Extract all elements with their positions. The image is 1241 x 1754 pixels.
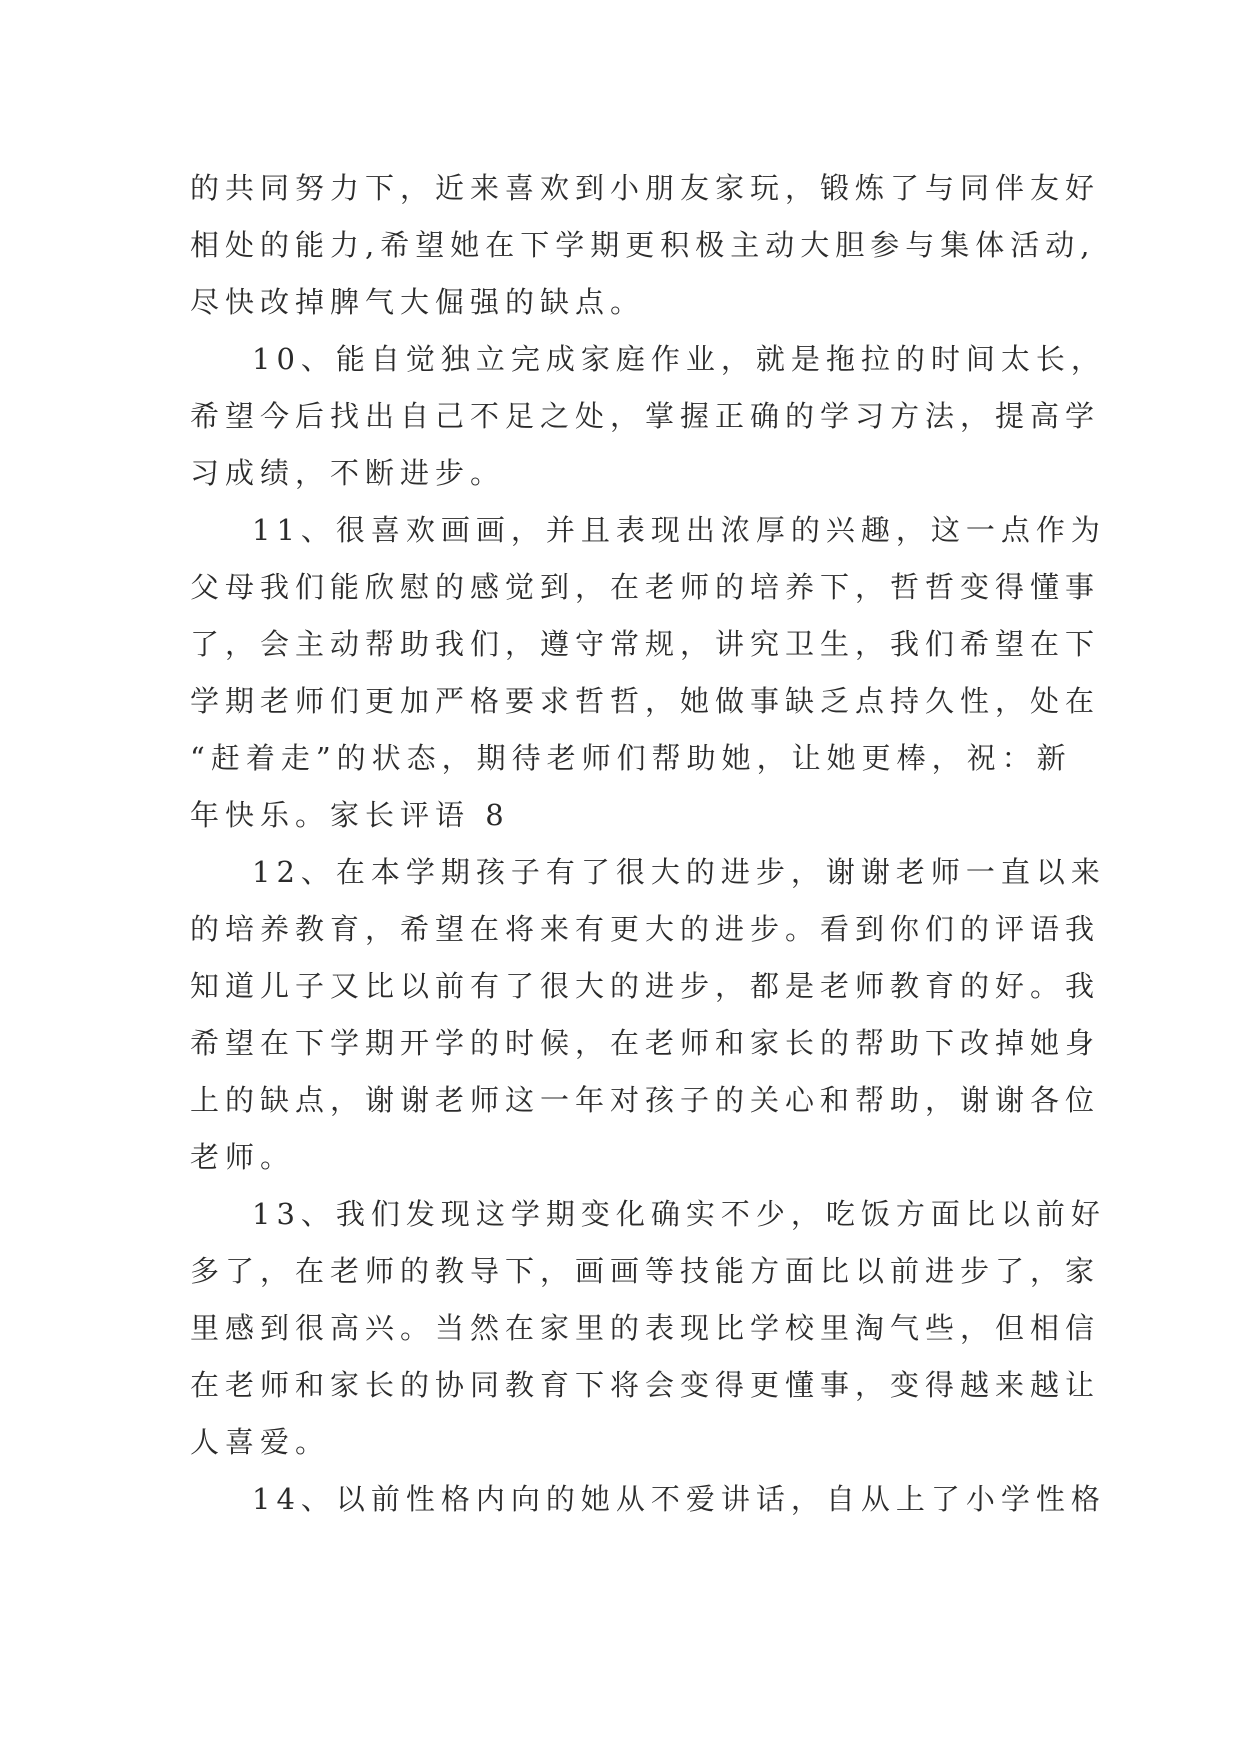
- paragraph-start-12: 12、在本学期孩子有了很大的进步，谢谢老师一直以来: [252, 855, 1106, 889]
- text-line: 多了，在老师的教导下，画画等技能方面比以前进步了，家: [190, 1254, 1101, 1288]
- text-line: 希望今后找出自己不足之处，掌握正确的学习方法，提高学: [190, 399, 1101, 433]
- text-line: 尽快改掉脾气大倔强的缺点。: [190, 285, 646, 319]
- text-line: 的共同努力下，近来喜欢到小朋友家玩，锻炼了与同伴友好: [190, 171, 1101, 205]
- text-line: 了，会主动帮助我们，遵守常规，讲究卫生，我们希望在下: [190, 627, 1101, 661]
- paragraph-start-11: 11、很喜欢画画，并且表现出浓厚的兴趣，这一点作为: [252, 513, 1106, 547]
- text-line: 希望在下学期开学的时候，在老师和家长的帮助下改掉她身: [190, 1026, 1101, 1060]
- text-line: 里感到很高兴。当然在家里的表现比学校里淘气些，但相信: [190, 1311, 1101, 1345]
- text-line: 习成绩，不断进步。: [190, 456, 506, 490]
- text-line: 相处的能力,希望她在下学期更积极主动大胆参与集体活动,: [190, 228, 1096, 262]
- paragraph-start-14: 14、以前性格内向的她从不爱讲话，自从上了小学性格: [252, 1482, 1106, 1516]
- text-line: 的培养教育，希望在将来有更大的进步。看到你们的评语我: [190, 912, 1101, 946]
- text-line: 上的缺点，谢谢老师这一年对孩子的关心和帮助，谢谢各位: [190, 1083, 1101, 1117]
- paragraph-start-13: 13、我们发现这学期变化确实不少，吃饭方面比以前好: [252, 1197, 1106, 1231]
- text-line: “赶着走”的状态，期待老师们帮助她，让她更棒，祝：新: [190, 741, 1072, 775]
- paragraph-start-10: 10、能自觉独立完成家庭作业，就是拖拉的时间太长，: [252, 342, 1106, 376]
- text-line: 在老师和家长的协同教育下将会变得更懂事，变得越来越让: [190, 1368, 1101, 1402]
- text-line: 知道儿子又比以前有了很大的进步，都是老师教育的好。我: [190, 969, 1101, 1003]
- text-line: 学期老师们更加严格要求哲哲，她做事缺乏点持久性，处在: [190, 684, 1101, 718]
- text-line: 父母我们能欣慰的感觉到，在老师的培养下，哲哲变得懂事: [190, 570, 1101, 604]
- text-line: 年快乐。家长评语 8: [190, 798, 510, 832]
- document-body: [190, 160, 1106, 1528]
- text-line: 人喜爱。: [190, 1425, 331, 1459]
- text-line: 老师。: [190, 1140, 296, 1174]
